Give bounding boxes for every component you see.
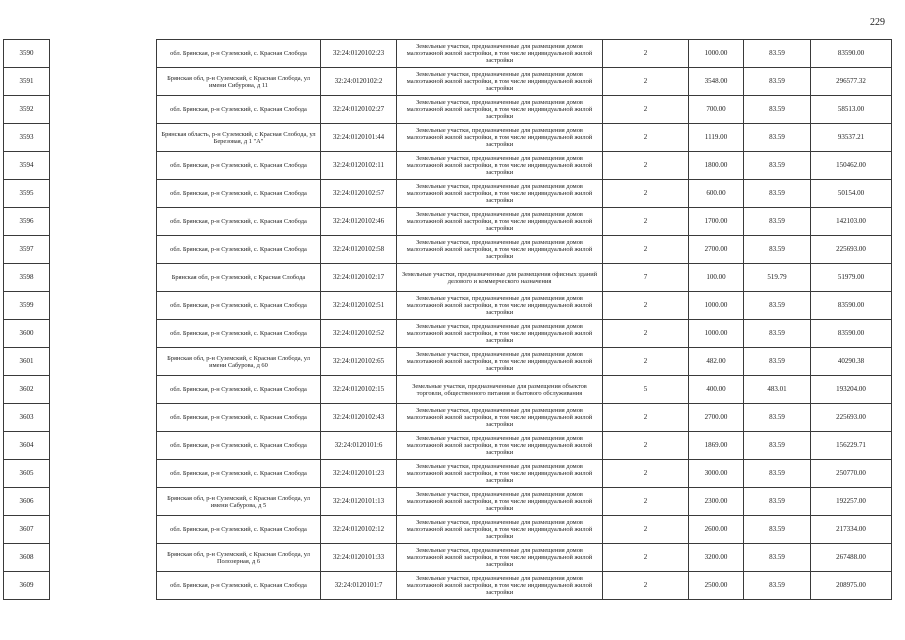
category-cell: 2: [603, 68, 689, 96]
cadastral-value-cell: 267488.00: [811, 544, 892, 572]
area-cell: 2600.00: [689, 516, 744, 544]
address-cell: обл. Брянская, р-н Суземский, с. Красная Слобода: [157, 292, 321, 320]
cadastral-value-cell: 142103.00: [811, 208, 892, 236]
cadastral-number-cell: 32:24:0120102:12: [321, 516, 397, 544]
empty-cell: [50, 208, 157, 236]
address-cell: Брянская обл, р-н Суземский, с Красная Слобода, ул Полозерная, д 6: [157, 544, 321, 572]
land-use-cell: Земельные участки, предназначенные для размещения домов малоэтажной жилой застройки, в том числе индивидуальной жилой застройки: [397, 320, 603, 348]
row-number: 3595: [4, 180, 50, 208]
cadastral-value-cell: 193204.00: [811, 376, 892, 404]
table-body: [4, 40, 892, 600]
rate-cell: 83.59: [744, 432, 811, 460]
category-cell: 2: [603, 404, 689, 432]
area-cell: 3548.00: [689, 68, 744, 96]
land-use-cell: Земельные участки, предназначенные для размещения домов малоэтажной жилой застройки, в том числе индивидуальной жилой застройки: [397, 96, 603, 124]
address-cell: обл. Брянская, р-н Суземский, с. Красная Слобода: [157, 180, 321, 208]
cadastral-number-cell: 32:24:0120101:6: [321, 432, 397, 460]
rate-cell: 83.59: [744, 180, 811, 208]
table-row: [4, 348, 892, 376]
category-cell: 2: [603, 292, 689, 320]
table-row: [4, 236, 892, 264]
address-cell: Брянская область, р-н Суземский, с Красная Слобода, ул Березовая, д 1 "А": [157, 124, 321, 152]
cadastral-number-cell: 32:24:0120101:33: [321, 544, 397, 572]
row-number: 3602: [4, 376, 50, 404]
cadastral-value-cell: 208975.00: [811, 572, 892, 600]
rate-cell: 83.59: [744, 544, 811, 572]
area-cell: 2300.00: [689, 488, 744, 516]
empty-cell: [50, 544, 157, 572]
empty-cell: [50, 96, 157, 124]
rate-cell: 83.59: [744, 320, 811, 348]
category-cell: 2: [603, 208, 689, 236]
address-cell: обл. Брянская, р-н Суземский, с. Красная Слобода: [157, 572, 321, 600]
table-row: [4, 460, 892, 488]
empty-cell: [50, 404, 157, 432]
land-use-cell: Земельные участки, предназначенные для размещения объектов торговли, общественного питания и бытового обслуживания: [397, 376, 603, 404]
cadastral-number-cell: 32:24:0120102:17: [321, 264, 397, 292]
cadastral-value-cell: 250770.00: [811, 460, 892, 488]
rate-cell: 483.01: [744, 376, 811, 404]
cadastral-value-cell: 192257.00: [811, 488, 892, 516]
cadastral-value-cell: 217334.00: [811, 516, 892, 544]
row-number: 3599: [4, 292, 50, 320]
rate-cell: 83.59: [744, 516, 811, 544]
cadastral-number-cell: 32:24:0120101:7: [321, 572, 397, 600]
cadastral-number-cell: 32:24:0120102:57: [321, 180, 397, 208]
page-number: 229: [870, 17, 885, 28]
area-cell: 1700.00: [689, 208, 744, 236]
land-use-cell: Земельные участки, предназначенные для размещения домов малоэтажной жилой застройки, в том числе индивидуальной жилой застройки: [397, 124, 603, 152]
area-cell: 1869.00: [689, 432, 744, 460]
row-number: 3591: [4, 68, 50, 96]
address-cell: обл. Брянская, р-н Суземский, с. Красная Слобода: [157, 152, 321, 180]
category-cell: 2: [603, 432, 689, 460]
rate-cell: 83.59: [744, 152, 811, 180]
cadastral-value-cell: 51979.00: [811, 264, 892, 292]
empty-cell: [50, 124, 157, 152]
address-cell: обл. Брянская, р-н Суземский, с. Красная Слобода: [157, 404, 321, 432]
empty-cell: [50, 432, 157, 460]
address-cell: обл. Брянская, р-н Суземский, с. Красная Слобода: [157, 40, 321, 68]
area-cell: 1119.00: [689, 124, 744, 152]
cadastral-value-cell: 225693.00: [811, 236, 892, 264]
table-row: [4, 124, 892, 152]
cadastral-number-cell: 32:24:0120102:11: [321, 152, 397, 180]
land-use-cell: Земельные участки, предназначенные для размещения домов малоэтажной жилой застройки, в том числе индивидуальной жилой застройки: [397, 236, 603, 264]
address-cell: обл. Брянская, р-н Суземский, с. Красная Слобода: [157, 208, 321, 236]
address-cell: Брянская обл, р-н Суземский, с Красная Слобода, ул имени Сабурова, д 60: [157, 348, 321, 376]
empty-cell: [50, 180, 157, 208]
cadastral-number-cell: 32:24:0120102:51: [321, 292, 397, 320]
row-number: 3604: [4, 432, 50, 460]
area-cell: 600.00: [689, 180, 744, 208]
cadastral-value-cell: 40290.38: [811, 348, 892, 376]
row-number: 3594: [4, 152, 50, 180]
area-cell: 1000.00: [689, 320, 744, 348]
rate-cell: 83.59: [744, 292, 811, 320]
land-use-cell: Земельные участки, предназначенные для размещения офисных зданий делового и коммерческого назначения: [397, 264, 603, 292]
cadastral-number-cell: 32:24:0120102:65: [321, 348, 397, 376]
row-number: 3593: [4, 124, 50, 152]
address-cell: Брянская обл, р-н Суземский, с Красная Слобода: [157, 264, 321, 292]
category-cell: 2: [603, 488, 689, 516]
category-cell: 2: [603, 124, 689, 152]
table-row: [4, 292, 892, 320]
rate-cell: 83.59: [744, 460, 811, 488]
empty-cell: [50, 152, 157, 180]
category-cell: 7: [603, 264, 689, 292]
row-number: 3609: [4, 572, 50, 600]
table-row: [4, 544, 892, 572]
table-row: [4, 152, 892, 180]
land-use-cell: Земельные участки, предназначенные для размещения домов малоэтажной жилой застройки, в том числе индивидуальной жилой застройки: [397, 348, 603, 376]
table-row: [4, 488, 892, 516]
empty-cell: [50, 376, 157, 404]
land-use-cell: Земельные участки, предназначенные для размещения домов малоэтажной жилой застройки, в том числе индивидуальной жилой застройки: [397, 152, 603, 180]
row-number: 3597: [4, 236, 50, 264]
category-cell: 2: [603, 460, 689, 488]
row-number: 3600: [4, 320, 50, 348]
row-number: 3596: [4, 208, 50, 236]
category-cell: 2: [603, 236, 689, 264]
empty-cell: [50, 40, 157, 68]
row-number: 3590: [4, 40, 50, 68]
land-use-cell: Земельные участки, предназначенные для размещения домов малоэтажной жилой застройки, в том числе индивидуальной жилой застройки: [397, 208, 603, 236]
rate-cell: 83.59: [744, 96, 811, 124]
address-cell: обл. Брянская, р-н Суземский, с. Красная Слобода: [157, 460, 321, 488]
cadastral-number-cell: 32:24:0120102:15: [321, 376, 397, 404]
cadastral-number-cell: 32:24:0120102:52: [321, 320, 397, 348]
cadastral-number-cell: 32:24:0120102:58: [321, 236, 397, 264]
area-cell: 3000.00: [689, 460, 744, 488]
category-cell: 2: [603, 348, 689, 376]
address-cell: обл. Брянская, р-н Суземский, с. Красная Слобода: [157, 432, 321, 460]
cadastral-value-cell: 50154.00: [811, 180, 892, 208]
empty-cell: [50, 292, 157, 320]
cadastral-value-cell: 83590.00: [811, 292, 892, 320]
rate-cell: 83.59: [744, 68, 811, 96]
land-use-cell: Земельные участки, предназначенные для размещения домов малоэтажной жилой застройки, в том числе индивидуальной жилой застройки: [397, 40, 603, 68]
cadastral-number-cell: 32:24:0120101:23: [321, 460, 397, 488]
area-cell: 1000.00: [689, 292, 744, 320]
table-row: [4, 40, 892, 68]
address-cell: обл. Брянская, р-н Суземский, с. Красная Слобода: [157, 96, 321, 124]
land-use-cell: Земельные участки, предназначенные для размещения домов малоэтажной жилой застройки, в том числе индивидуальной жилой застройки: [397, 432, 603, 460]
rate-cell: 83.59: [744, 404, 811, 432]
address-cell: Брянская обл, р-н Суземский, с Красная Слобода, ул имени Сабурова, д 5: [157, 488, 321, 516]
empty-cell: [50, 320, 157, 348]
table-row: [4, 68, 892, 96]
cadastral-number-cell: 32:24:0120102:2: [321, 68, 397, 96]
category-cell: 2: [603, 320, 689, 348]
table-row: [4, 432, 892, 460]
row-number: 3592: [4, 96, 50, 124]
category-cell: 2: [603, 572, 689, 600]
cadastral-value-cell: 296577.32: [811, 68, 892, 96]
rate-cell: 83.59: [744, 348, 811, 376]
land-use-cell: Земельные участки, предназначенные для размещения домов малоэтажной жилой застройки, в том числе индивидуальной жилой застройки: [397, 180, 603, 208]
land-use-cell: Земельные участки, предназначенные для размещения домов малоэтажной жилой застройки, в том числе индивидуальной жилой застройки: [397, 544, 603, 572]
rate-cell: 83.59: [744, 488, 811, 516]
area-cell: 1000.00: [689, 40, 744, 68]
cadastral-value-cell: 93537.21: [811, 124, 892, 152]
cadastral-value-cell: 225693.00: [811, 404, 892, 432]
table-row: [4, 264, 892, 292]
row-number: 3605: [4, 460, 50, 488]
cadastral-number-cell: 32:24:0120102:43: [321, 404, 397, 432]
address-cell: обл. Брянская, р-н Суземский, с. Красная Слобода: [157, 516, 321, 544]
category-cell: 2: [603, 544, 689, 572]
land-use-cell: Земельные участки, предназначенные для размещения домов малоэтажной жилой застройки, в том числе индивидуальной жилой застройки: [397, 292, 603, 320]
land-use-cell: Земельные участки, предназначенные для размещения домов малоэтажной жилой застройки, в том числе индивидуальной жилой застройки: [397, 572, 603, 600]
empty-cell: [50, 572, 157, 600]
rate-cell: 83.59: [744, 40, 811, 68]
row-number: 3603: [4, 404, 50, 432]
area-cell: 1800.00: [689, 152, 744, 180]
cadastral-number-cell: 32:24:0120101:44: [321, 124, 397, 152]
area-cell: 482.00: [689, 348, 744, 376]
rate-cell: 83.59: [744, 208, 811, 236]
empty-cell: [50, 516, 157, 544]
row-number: 3608: [4, 544, 50, 572]
empty-cell: [50, 488, 157, 516]
category-cell: 2: [603, 516, 689, 544]
empty-cell: [50, 68, 157, 96]
land-use-cell: Земельные участки, предназначенные для размещения домов малоэтажной жилой застройки, в том числе индивидуальной жилой застройки: [397, 460, 603, 488]
row-number: 3607: [4, 516, 50, 544]
rate-cell: 83.59: [744, 124, 811, 152]
area-cell: 400.00: [689, 376, 744, 404]
address-cell: обл. Брянская, р-н Суземский, с. Красная Слобода: [157, 236, 321, 264]
land-registry-table: [3, 39, 892, 600]
cadastral-number-cell: 32:24:0120102:46: [321, 208, 397, 236]
area-cell: 700.00: [689, 96, 744, 124]
land-use-cell: Земельные участки, предназначенные для размещения домов малоэтажной жилой застройки, в том числе индивидуальной жилой застройки: [397, 516, 603, 544]
empty-cell: [50, 236, 157, 264]
table-row: [4, 376, 892, 404]
area-cell: 3200.00: [689, 544, 744, 572]
rate-cell: 83.59: [744, 572, 811, 600]
cadastral-value-cell: 58513.00: [811, 96, 892, 124]
area-cell: 100.00: [689, 264, 744, 292]
area-cell: 2700.00: [689, 404, 744, 432]
cadastral-value-cell: 83590.00: [811, 320, 892, 348]
table-row: [4, 572, 892, 600]
empty-cell: [50, 264, 157, 292]
category-cell: 2: [603, 152, 689, 180]
cadastral-value-cell: 156229.71: [811, 432, 892, 460]
address-cell: обл. Брянская, р-н Суземский, с. Красная Слобода: [157, 376, 321, 404]
cadastral-number-cell: 32:24:0120102:23: [321, 40, 397, 68]
land-use-cell: Земельные участки, предназначенные для размещения домов малоэтажной жилой застройки, в том числе индивидуальной жилой застройки: [397, 488, 603, 516]
table-row: [4, 516, 892, 544]
category-cell: 2: [603, 180, 689, 208]
empty-cell: [50, 348, 157, 376]
table-row: [4, 404, 892, 432]
rate-cell: 519.79: [744, 264, 811, 292]
empty-cell: [50, 460, 157, 488]
table-row: [4, 320, 892, 348]
row-number: 3601: [4, 348, 50, 376]
cadastral-value-cell: 150462.00: [811, 152, 892, 180]
rate-cell: 83.59: [744, 236, 811, 264]
address-cell: Брянская обл, р-н Суземский, с Красная Слобода, ул имени Сибурова, д 11: [157, 68, 321, 96]
land-use-cell: Земельные участки, предназначенные для размещения домов малоэтажной жилой застройки, в том числе индивидуальной жилой застройки: [397, 404, 603, 432]
row-number: 3598: [4, 264, 50, 292]
cadastral-value-cell: 83590.00: [811, 40, 892, 68]
category-cell: 2: [603, 96, 689, 124]
cadastral-number-cell: 32:24:0120101:13: [321, 488, 397, 516]
table-row: [4, 208, 892, 236]
table-row: [4, 180, 892, 208]
table-row: [4, 96, 892, 124]
area-cell: 2700.00: [689, 236, 744, 264]
category-cell: 2: [603, 40, 689, 68]
area-cell: 2500.00: [689, 572, 744, 600]
address-cell: обл. Брянская, р-н Суземский, с. Красная Слобода: [157, 320, 321, 348]
land-use-cell: Земельные участки, предназначенные для размещения домов малоэтажной жилой застройки, в том числе индивидуальной жилой застройки: [397, 68, 603, 96]
cadastral-number-cell: 32:24:0120102:27: [321, 96, 397, 124]
row-number: 3606: [4, 488, 50, 516]
category-cell: 5: [603, 376, 689, 404]
